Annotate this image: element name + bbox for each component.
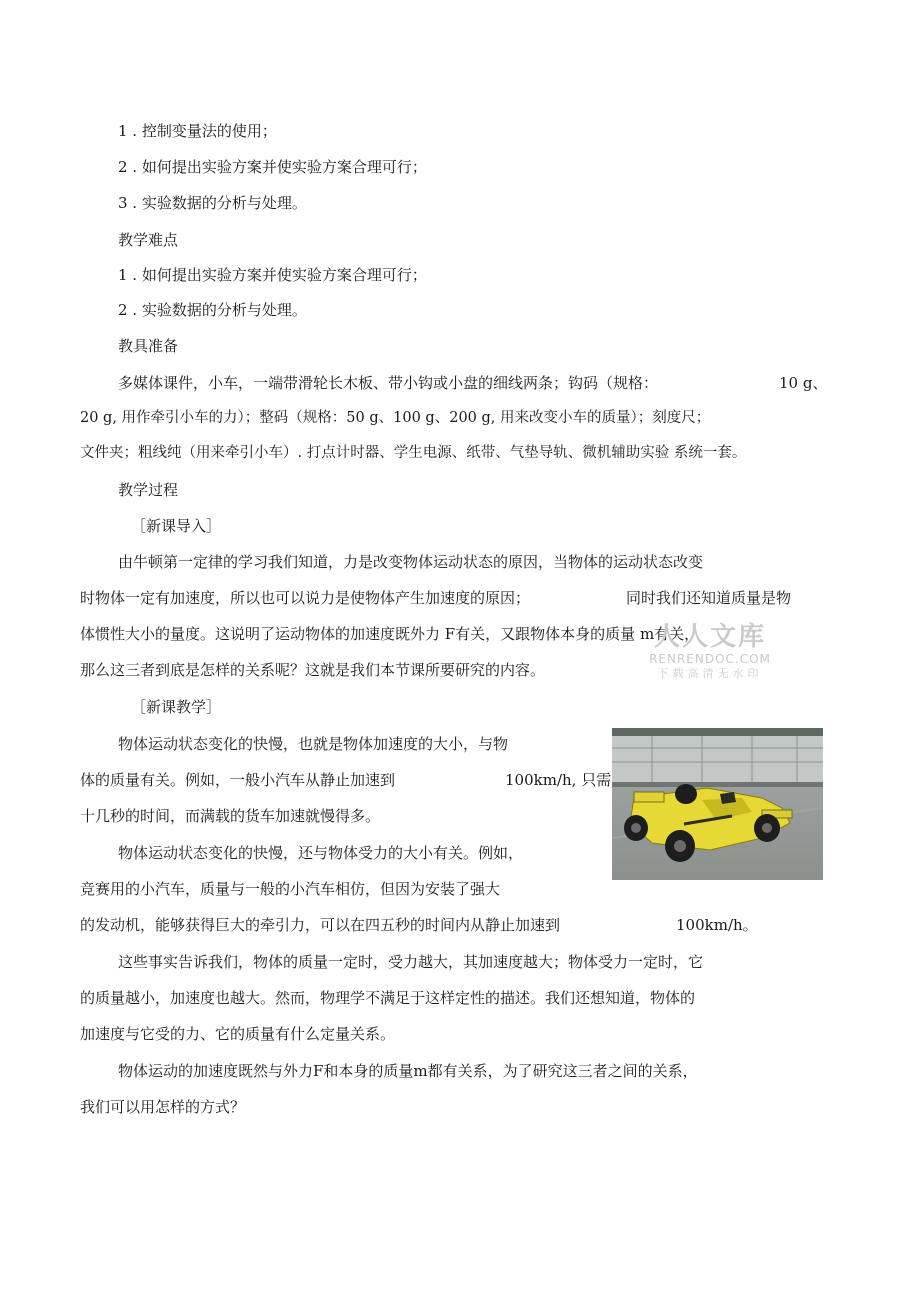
watermark-subtitle: 下载高清无水印 — [657, 667, 763, 680]
para1-line-2-end: 100km/h, 只需 — [505, 771, 612, 789]
para1-line-2: 体的质量有关。例如，一般小汽车从静止加速到 — [80, 771, 396, 789]
para4-line-1: 物体运动的加速度既然与外力F和本身的质量m都有关系，为了研究这三者之间的关系， — [118, 1062, 698, 1080]
para2-line-3-end: 100km/h。 — [676, 916, 758, 934]
teach-heading: ［新课教学］ — [131, 698, 222, 716]
para3-line-1: 这些事实告诉我们，物体的质量一定时，受力越大，其加速度越大；物体受力一定时，它 — [118, 953, 704, 971]
difficulty-item-2: 2 . 实验数据的分析与处理。 — [118, 301, 307, 319]
intro-line-4: 那么这三者到底是怎样的关系呢？这就是我们本节课所要研究的内容。 — [80, 661, 546, 679]
equipment-line-1-value: 10 g、 — [779, 374, 828, 392]
equipment-line-1: 多媒体课件，小车，一端带滑轮长木板、带小钩或小盘的细线两条；钩码（规格： — [118, 374, 659, 392]
para2-line-2: 竞赛用的小汽车，质量与一般的小汽车相仿，但因为安装了强大 — [80, 880, 501, 898]
equipment-heading: 教具准备 — [118, 337, 179, 355]
watermark-url: RENRENDOC.COM — [649, 652, 771, 666]
para2-line-1: 物体运动状态变化的快慢，还与物体受力的大小有关。例如， — [118, 844, 524, 862]
focus-item-1: 1 . 控制变量法的使用； — [118, 122, 277, 140]
intro-line-2-end: 同时我们还知道质量是物 — [626, 589, 792, 607]
watermark — [645, 622, 775, 682]
para2-line-3: 的发动机，能够获得巨大的牵引力，可以在四五秒的时间内从静止加速到 — [80, 916, 561, 934]
equipment-line-2: 20 g, 用作牵引小车的力）；整码（规格：50 g、100 g、200 g, 用来改变小车的质量）；刻度尺； — [80, 410, 711, 426]
process-heading: 教学过程 — [118, 481, 179, 499]
difficulties-heading: 教学难点 — [118, 231, 179, 249]
intro-heading: ［新课导入］ — [131, 517, 222, 535]
watermark-title: 人人文库 — [653, 622, 766, 652]
race-car-photo — [612, 728, 823, 880]
para4-line-2: 我们可以用怎样的方式？ — [80, 1098, 246, 1116]
para1-line-3: 十几秒的时间，而满载的货车加速就慢得多。 — [80, 807, 381, 825]
para1-line-1: 物体运动状态变化的快慢，也就是物体加速度的大小，与物 — [118, 735, 509, 753]
intro-line-2: 时物体一定有加速度，所以也可以说力是使物体产生加速度的原因； — [80, 589, 531, 607]
intro-line-1: 由牛顿第一定律的学习我们知道，力是改变物体运动状态的原因，当物体的运动状态改变 — [118, 553, 704, 571]
para3-line-3: 加速度与它受的力、它的质量有什么定量关系。 — [80, 1025, 396, 1043]
focus-item-3: 3 . 实验数据的分析与处理。 — [118, 194, 307, 212]
focus-item-2: 2 . 如何提出实验方案并使实验方案合理可行； — [118, 158, 427, 176]
difficulty-item-1: 1 . 如何提出实验方案并使实验方案合理可行； — [118, 266, 427, 284]
para3-line-2: 的质量越小，加速度也越大。然而，物理学不满足于这样定性的描述。我们还想知道，物体的 — [80, 989, 696, 1007]
intro-line-3: 体惯性大小的量度。这说明了运动物体的加速度既外力 F有关，又跟物体本身的质量 m有关， — [80, 625, 700, 643]
equipment-line-3: 文件夹；粗线纯（用来牵引小车）. 打点计时器、学生电源、纸带、气垫导轨、微机辅助实验 系统一套。 — [80, 445, 747, 461]
